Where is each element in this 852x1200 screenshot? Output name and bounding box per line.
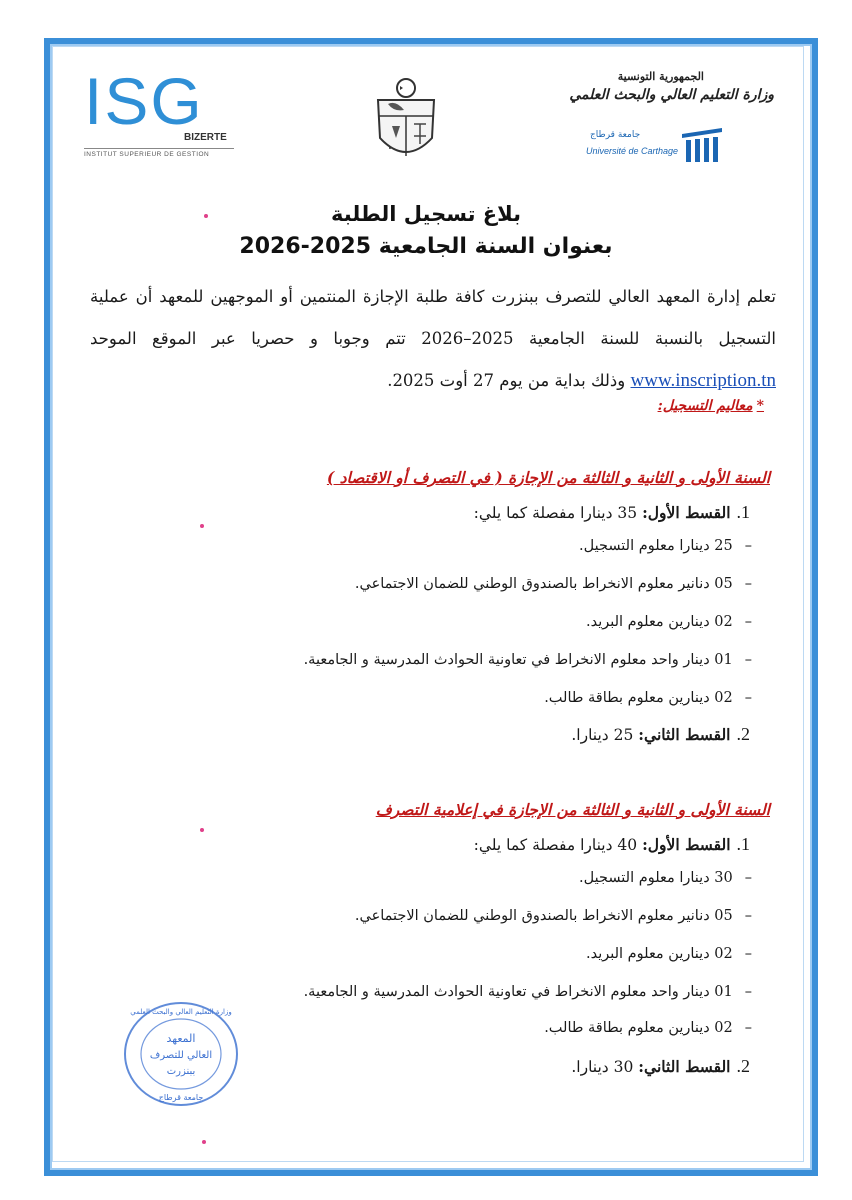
stamp-outer: وزارة التعليم العالي والبحث العلمي [130,1008,232,1016]
installment-label: القسط الثاني: [638,1057,731,1076]
notice-subtitle: بعنوان السنة الجامعية 2025-2026 [239,234,613,259]
fee-item: –02 دينارين معلوم البريد. [585,614,752,630]
university-logo [582,124,732,170]
installment-number: 1. [736,502,750,522]
stamp-line2: العالي للتصرف [149,1050,213,1061]
asterisk: * [756,398,764,414]
intro-text: تعلم إدارة المعهد العالي للتصرف ببنزرت كافة طلبة الإجازة المنتمين أو الموجهين للمعهد أن عملية التسجيل بالنسبة للسنة الجامعية 2025–2026 تتم وجوبا و حصريا عبر الموقع الموحد [90,287,776,348]
isg-logo-letters: ISG [84,64,204,138]
installment-label: القسط الأول: [642,835,731,854]
installment-number: 2. [736,724,750,744]
section-heading-management: السنة الأولى و الثانية و الثالثة من الإجازة ( في التصرف أو الاقتصاد ) [326,468,770,487]
fee-item: –01 دينار واحد معلوم الانخراط في تعاونية الحوادث المدرسية و الجامعية. [303,984,752,1000]
fee-item: –05 دنانير معلوم الانخراط بالصندوق الوطني للضمان الاجتماعي. [354,908,752,924]
second-installment-1 [571,724,750,745]
second-installment-2 [571,1056,750,1077]
installment-text: 30 دينارا. [571,1058,634,1076]
decorative-dot [200,828,204,832]
installment-label: القسط الثاني: [638,725,731,744]
first-installment-2 [474,834,750,855]
isg-logo-subtitle: INSTITUT SUPERIEUR DE GESTION [84,148,234,158]
installment-label: القسط الأول: [642,503,731,522]
intro-date-text: وذلك بداية من يوم 27 أوت 2025. [387,371,626,390]
fee-item: –05 دنانير معلوم الانخراط بالصندوق الوطني للضمان الاجتماعي. [354,576,752,592]
intro-paragraph [90,276,776,402]
ministry-label: وزارة التعليم العالي والبحث العلمي [569,87,774,103]
isg-logo [84,64,234,158]
university-name-fr: Université de Carthage [586,146,679,156]
installment-text: 35 دينارا مفصلة كما يلي: [473,504,638,522]
decorative-dot [204,214,208,218]
stamp-line3: ببنزرت [166,1066,196,1077]
installment-number: 2. [736,1056,750,1076]
fee-item: –02 دينارين معلوم البريد. [585,946,752,962]
installment-text: 25 دينارا. [571,726,634,744]
fees-heading [658,398,764,414]
fee-item: –01 دينار واحد معلوم الانخراط في تعاونية الحوادث المدرسية و الجامعية. [303,652,752,668]
notice-title: بلاغ تسجيل الطلبة [331,202,521,226]
fee-item: –25 دينارا معلوم التسجيل. [579,538,752,554]
university-columns-icon [680,124,724,168]
ministry-header [569,70,774,103]
fees-heading-text: معاليم التسجيل: [657,398,753,414]
fee-item: –02 دينارين معلوم بطاقة طالب. [544,690,752,706]
first-installment-1 [474,502,750,523]
fee-item: –02 دينارين معلوم بطاقة طالب. [544,1020,752,1036]
official-stamp [122,1000,240,1108]
decorative-dot [202,1140,206,1144]
isg-logo-city: BIZERTE [184,132,227,143]
stamp-bottom: جامعة قرطاج [158,1093,204,1102]
section-heading-it-management: السنة الأولى و الثانية و الثالثة من الإجازة في إعلامية التصرف [375,800,770,819]
installment-number: 1. [736,834,750,854]
decorative-dot [200,524,204,528]
inscription-link[interactable]: www.inscription.tn [630,370,776,391]
installment-text: 40 دينارا مفصلة كما يلي: [473,836,638,854]
university-name-ar: جامعة قرطاج [590,130,641,140]
republic-label: الجمهورية التونسية [617,70,704,83]
stamp-line1: المعهد [166,1032,196,1045]
tunisia-coat-of-arms-icon [370,76,442,168]
fee-item: –30 دينارا معلوم التسجيل. [579,870,752,886]
